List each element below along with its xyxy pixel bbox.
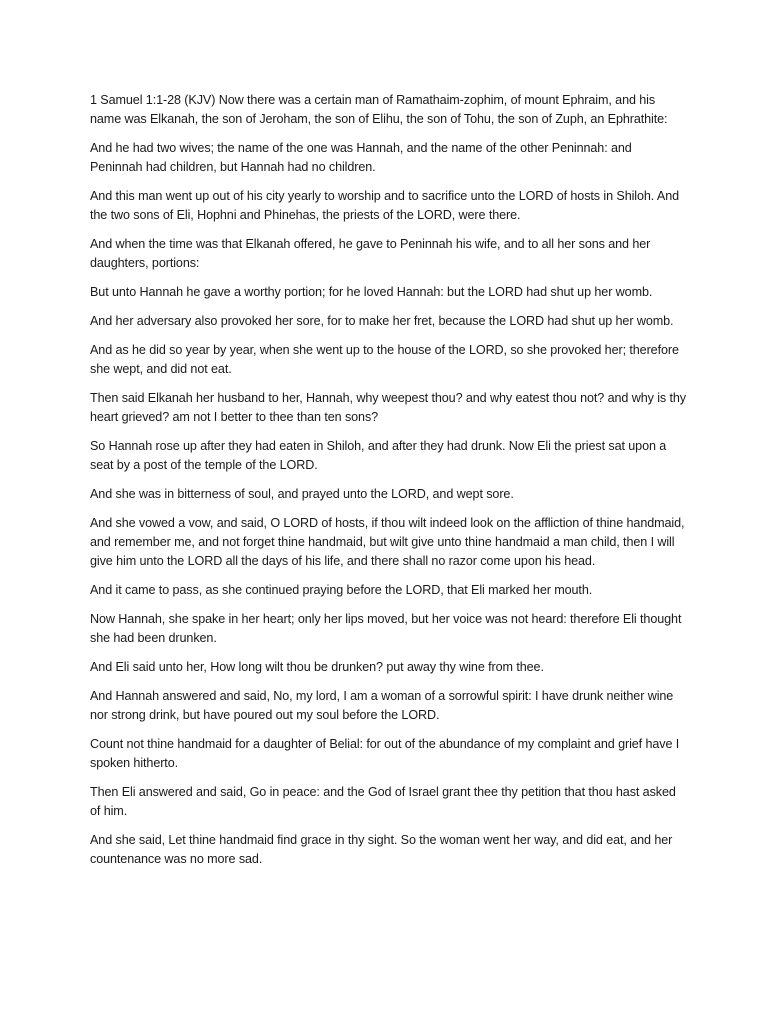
paragraph-7: And as he did so year by year, when she went up to the house of the LORD, so she provoked her; therefore she wept, and did not eat. bbox=[90, 343, 679, 376]
paragraph-1: 1 Samuel 1:1-28 (KJV) Now there was a certain man of Ramathaim-zophim, of mount Ephraim, and his name was Elkanah, the son of Jeroham, the son of Elihu, the son of Tohu, the son of Zuph, an Ephrathite: bbox=[90, 93, 668, 126]
paragraph-8: Then said Elkanah her husband to her, Hannah, why weepest thou? and why eatest thou not? and why is thy heart grieved? am not I better to thee than ten sons? bbox=[90, 391, 687, 424]
paragraph-15: And Hannah answered and said, No, my lord, I am a woman of a sorrowful spirit: I have drunk neither wine nor strong drink, but have poured out my soul before the LORD. bbox=[90, 689, 674, 722]
paragraph-11: And she vowed a vow, and said, O LORD of hosts, if thou wilt indeed look on the affliction of thine handmaid, and remember me, and not forget thine handmaid, but wilt give unto thine handmaid a man child, then I will give him unto the LORD all the days of his life, and there shall no razor come upon his head. bbox=[90, 516, 685, 568]
paragraph-13: Now Hannah, she spake in her heart; only her lips moved, but her voice was not heard: therefore Eli thought she had been drunken. bbox=[90, 612, 682, 645]
paragraph-14: And Eli said unto her, How long wilt thou be drunken? put away thy wine from thee. bbox=[90, 660, 544, 674]
paragraph-5: But unto Hannah he gave a worthy portion; for he loved Hannah: but the LORD had shut up her womb. bbox=[90, 285, 653, 299]
paragraph-17: Then Eli answered and said, Go in peace: and the God of Israel grant thee thy petition that thou hast asked of him. bbox=[90, 785, 676, 818]
paragraph-6: And her adversary also provoked her sore, for to make her fret, because the LORD had shut up her womb. bbox=[90, 314, 674, 328]
paragraph-2: And he had two wives; the name of the one was Hannah, and the name of the other Peninnah: and Peninnah had children, but Hannah had no children. bbox=[90, 141, 632, 174]
paragraph-4: And when the time was that Elkanah offered, he gave to Peninnah his wife, and to all her sons and her daughters, portions: bbox=[90, 237, 651, 270]
document-page bbox=[90, 91, 686, 879]
paragraph-10: And she was in bitterness of soul, and prayed unto the LORD, and wept sore. bbox=[90, 487, 514, 501]
paragraph-9: So Hannah rose up after they had eaten in Shiloh, and after they had drunk. Now Eli the priest sat upon a seat by a post of the temple of the LORD. bbox=[90, 439, 667, 472]
paragraph-18: And she said, Let thine handmaid find grace in thy sight. So the woman went her way, and did eat, and her countenance was no more sad. bbox=[90, 833, 673, 866]
paragraph-12: And it came to pass, as she continued praying before the LORD, that Eli marked her mouth. bbox=[90, 583, 593, 597]
paragraph-16: Count not thine handmaid for a daughter of Belial: for out of the abundance of my complaint and grief have I spoken hitherto. bbox=[90, 737, 680, 770]
paragraph-3: And this man went up out of his city yearly to worship and to sacrifice unto the LORD of hosts in Shiloh. And the two sons of Eli, Hophni and Phinehas, the priests of the LORD, were there. bbox=[90, 189, 680, 222]
